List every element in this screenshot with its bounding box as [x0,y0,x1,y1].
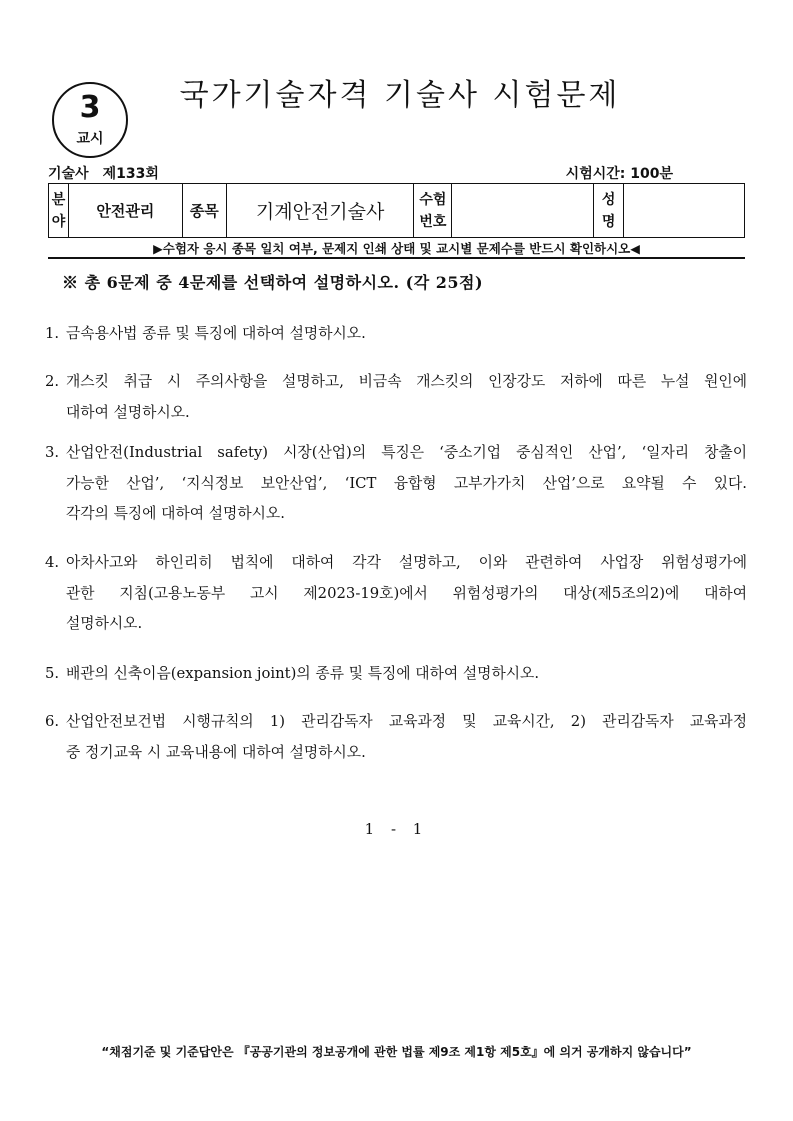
name-label-top: 성 [601,191,616,208]
question-5 [45,659,747,690]
exam-meta-row [48,163,745,183]
exam-number-label-cell [414,184,452,238]
exam-number-label-bottom: 번호 [419,213,447,230]
question-text-line: 관한 지침(고용노동부 고시 제2023-19호)에서 위험성평가의 대상(제5조의2)에 대하여 [66,584,747,602]
name-field[interactable] [624,184,745,238]
question-4 [45,548,747,640]
question-number: 2. [45,373,60,390]
question-text-line: 금속용사법 종류 및 특징에 대하여 설명하시오. [66,325,366,342]
question-number: 1. [45,325,60,342]
exam-number-label-top: 수험 [419,191,447,208]
question-text-line: 각각의 특징에 대하여 설명하시오. [66,505,285,522]
page-number: 1 - 1 [364,820,429,838]
question-text-line: 산업안전(Industrial safety) 시장(산업)의 특징은 ‘중소기업 중심적인 산업’, ‘일자리 창출이 [66,444,747,461]
exam-category: 기술사 [48,166,89,182]
question-text-line: 배관의 신축이음(expansion joint)의 종류 및 특징에 대하여 설명하시오. [66,665,540,682]
question-number: 5. [45,665,60,682]
item-value: 기계안전기술사 [226,184,414,238]
exam-info-table [48,183,745,238]
divider [48,257,745,259]
session-badge [52,82,128,158]
check-notice: ▶수험자 응시 종목 일치 여부, 문제지 인쇄 상태 및 교시별 문제수를 반드시 확인하시오◀ [153,241,640,256]
name-label-bottom: 명 [601,213,616,230]
exam-meta-left [48,163,159,183]
question-number: 3. [45,444,60,461]
question-text-line: 가능한 산업’, ‘지식정보 보안산업’, ‘ICT 융합형 고부가가치 산업’으로 요약될 수 있다. [66,474,747,492]
session-number: 3 [79,90,101,125]
question-number: 6. [45,713,60,730]
exam-title: 국가기술자격 기술사 시험문제 [179,78,621,113]
exam-time: 시험시간: 100분 [565,166,673,182]
question-1 [45,319,747,350]
question-text-line: 아차사고와 하인리히 법칙에 대하여 각각 설명하고, 이와 관련하여 사업장 위험성평가에 [66,554,747,571]
question-6 [45,707,747,768]
exam-number-field[interactable] [452,184,594,238]
question-text-line: 중 정기교육 시 교육내용에 대하여 설명하시오. [66,743,366,761]
name-label-cell [594,184,624,238]
field-value: 안전관리 [68,184,182,238]
field-label-cell [49,184,69,238]
field-label-bottom: 야 [51,213,66,230]
question-2 [45,367,747,428]
question-text-line: 대하여 설명하시오. [66,403,190,421]
instruction: ※ 총 6문제 중 4문제를 선택하여 설명하시오. (각 25점) [62,273,484,292]
item-label: 종목 [182,184,226,238]
question-text-line: 개스킷 취급 시 주의사항을 설명하고, 비금속 개스킷의 인장강도 저하에 따른 누설 원인에 [66,373,747,390]
footer-notice: “채점기준 및 기준답안은 『공공기관의 정보공개에 관한 법률 제9조 제1항 제5호』에 의거 공개하지 않습니다” [101,1045,692,1059]
question-number: 4. [45,554,60,571]
exam-round: 제133회 [102,166,159,182]
question-text-line: 산업안전보건법 시행규칙의 1) 관리감독자 교육과정 및 교육시간, 2) 관리감독자 교육과정 [66,713,747,730]
question-text-line: 설명하시오. [66,615,143,632]
question-3 [45,438,747,530]
session-label: 교시 [76,131,104,147]
field-label-top: 분 [51,191,66,208]
